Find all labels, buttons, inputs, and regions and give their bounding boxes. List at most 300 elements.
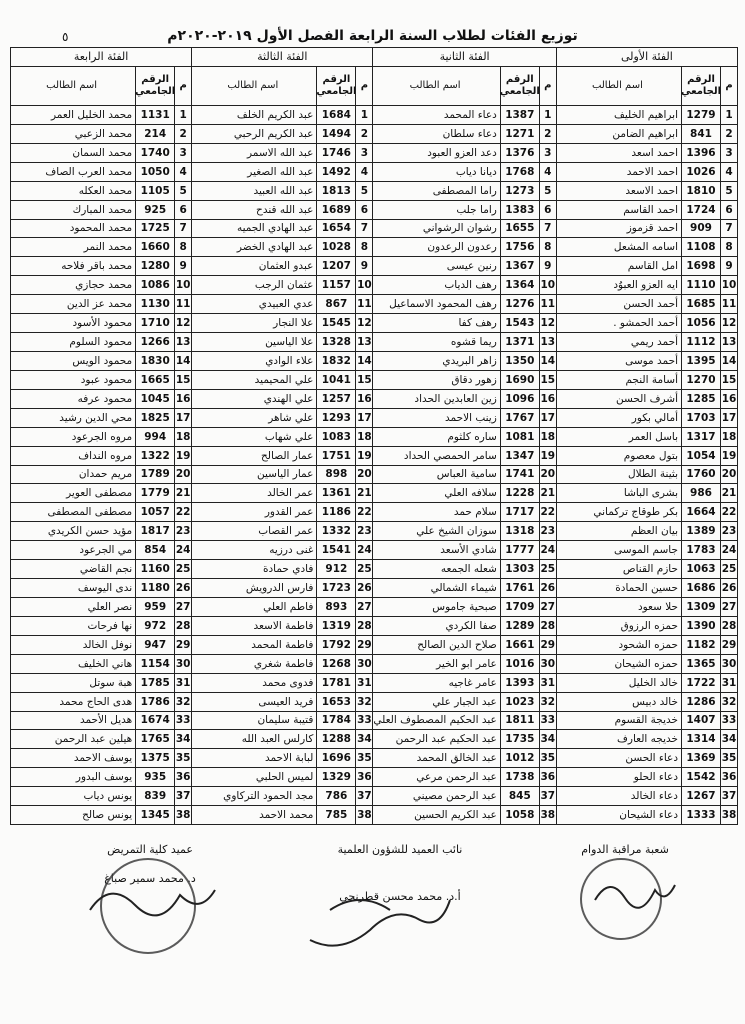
- student-name-cell: حسين الحمادة: [615, 582, 678, 594]
- table-row: [11, 484, 191, 503]
- university-number-cell: 925: [135, 201, 174, 219]
- serial-cell: 34: [539, 730, 556, 748]
- serial-cell: 1: [720, 106, 737, 124]
- table-row: [557, 712, 737, 731]
- signature-title-vice-dean: نائب العميد للشؤون العلمية: [337, 843, 463, 856]
- student-name-cell: فارس الدرويش: [245, 582, 314, 594]
- student-name-cell: أحمد الحمشو .: [613, 317, 678, 330]
- table-row: [192, 371, 372, 390]
- university-number-cell: 1057: [135, 503, 174, 521]
- serial-cell: 34: [355, 730, 372, 748]
- header-university-number: الرقم الجامعي: [135, 67, 174, 105]
- table-row: [557, 484, 737, 503]
- student-name-cell: عبد الكريم الخلف: [236, 108, 314, 121]
- student-name-cell: علي المحيميد: [254, 373, 314, 386]
- university-number-cell: 1045: [135, 390, 174, 408]
- university-number-cell: 1317: [681, 428, 720, 446]
- student-name-cell: هيلين عبد الرحمن: [54, 733, 133, 746]
- student-name-cell: يوسف الاحمد: [73, 752, 133, 765]
- table-row: [11, 749, 191, 768]
- serial-cell: 32: [174, 693, 191, 711]
- university-number-cell: 1751: [316, 447, 355, 465]
- student-name-cell: علا الياسين: [265, 336, 314, 349]
- table-row: [373, 295, 555, 314]
- university-number-cell: 1786: [135, 693, 174, 711]
- student-name-cell: قتيبة سليمان: [257, 714, 314, 727]
- student-name-cell: اسامه المشعل: [613, 241, 678, 254]
- serial-cell: 3: [355, 144, 372, 162]
- university-number-cell: 214: [135, 125, 174, 143]
- serial-cell: 25: [174, 560, 191, 578]
- student-name-cell: دعاء الحلو: [633, 771, 678, 784]
- university-number-cell: 1765: [135, 730, 174, 748]
- university-number-cell: 1054: [681, 447, 720, 465]
- table-row: [192, 106, 372, 125]
- student-name-cell: فاطمة الاسعد: [253, 619, 314, 632]
- student-name-cell: زهور دقاق: [451, 373, 497, 386]
- page-mark: ٥: [62, 30, 69, 44]
- serial-cell: 17: [355, 409, 372, 427]
- table-row: [557, 447, 737, 466]
- university-number-cell: 986: [681, 484, 720, 502]
- serial-cell: 5: [720, 182, 737, 200]
- university-number-cell: 1058: [500, 806, 539, 824]
- serial-cell: 37: [720, 787, 737, 805]
- student-name-cell: يوسف البدور: [75, 771, 133, 784]
- university-number-cell: 1329: [316, 768, 355, 786]
- table-row: [11, 655, 191, 674]
- serial-cell: 25: [539, 560, 556, 578]
- table-row: [192, 220, 372, 239]
- serial-cell: 24: [174, 541, 191, 559]
- serial-cell: 7: [720, 220, 737, 238]
- student-name-cell: هديل الأحمد: [79, 714, 133, 727]
- student-name-cell: أسامة النجم: [625, 373, 678, 386]
- table-row: [11, 560, 191, 579]
- table-row: [373, 125, 555, 144]
- header-student-name: اسم الطالب: [46, 80, 98, 91]
- university-number-cell: 1407: [681, 712, 720, 730]
- serial-cell: 18: [539, 428, 556, 446]
- serial-cell: 30: [720, 655, 737, 673]
- table-row: [373, 579, 555, 598]
- university-number-cell: 1781: [316, 674, 355, 692]
- university-number-cell: 1664: [681, 503, 720, 521]
- serial-cell: 13: [539, 333, 556, 351]
- table-row: [373, 598, 555, 617]
- university-number-cell: 785: [316, 806, 355, 824]
- student-name-cell: محمد السمان: [72, 146, 133, 159]
- table-row: [192, 390, 372, 409]
- table-row: [557, 655, 737, 674]
- serial-cell: 5: [539, 182, 556, 200]
- table-row: [557, 693, 737, 712]
- serial-cell: 37: [355, 787, 372, 805]
- university-number-cell: 1108: [681, 238, 720, 256]
- university-number-cell: 1131: [135, 106, 174, 124]
- university-number-cell: 1110: [681, 276, 720, 294]
- table-row: [557, 522, 737, 541]
- student-name-cell: أشرف الحسن: [616, 392, 678, 405]
- student-name-cell: فادي حمادة: [262, 563, 314, 576]
- student-name-cell: باسل العمر: [628, 430, 678, 443]
- serial-cell: 6: [539, 201, 556, 219]
- table-row: [557, 428, 737, 447]
- serial-cell: 22: [720, 503, 737, 521]
- serial-cell: 29: [539, 636, 556, 654]
- serial-cell: 19: [355, 447, 372, 465]
- serial-cell: 8: [174, 238, 191, 256]
- student-name-cell: مروه النداف: [78, 449, 133, 462]
- table-row: [557, 466, 737, 485]
- university-number-cell: 841: [681, 125, 720, 143]
- student-name-cell: ديانا دياب: [455, 165, 497, 178]
- serial-cell: 24: [720, 541, 737, 559]
- student-name-cell: عامر غاجيه: [448, 676, 497, 689]
- university-number-cell: 1653: [316, 693, 355, 711]
- serial-cell: 4: [355, 163, 372, 181]
- student-name-cell: احمد اسعد: [631, 146, 678, 159]
- table-row: [557, 579, 737, 598]
- student-name-cell: دعاء الخالد: [630, 790, 678, 803]
- serial-cell: 29: [355, 636, 372, 654]
- university-number-cell: 1345: [135, 806, 174, 824]
- serial-cell: 16: [720, 390, 737, 408]
- university-number-cell: 1228: [500, 484, 539, 502]
- signature-name-dean: د. محمد سمير صباغ: [104, 872, 196, 885]
- table-row: [557, 636, 737, 655]
- serial-cell: 28: [720, 617, 737, 635]
- serial-cell: 22: [174, 503, 191, 521]
- university-number-cell: 1280: [135, 257, 174, 275]
- serial-cell: 1: [539, 106, 556, 124]
- student-name-cell: علاء الوادي: [265, 354, 314, 367]
- university-number-cell: 1789: [135, 466, 174, 484]
- serial-cell: 25: [720, 560, 737, 578]
- student-name-cell: محمد النمر: [83, 241, 133, 254]
- student-name-cell: عمر الخالد: [267, 487, 314, 500]
- serial-cell: 10: [355, 276, 372, 294]
- serial-cell: 12: [720, 314, 737, 332]
- table-row: [11, 730, 191, 749]
- table-row: [192, 768, 372, 787]
- student-name-cell: عدي العبيدي: [258, 298, 314, 311]
- student-name-cell: احمد قزموز: [626, 222, 678, 235]
- serial-cell: 35: [720, 749, 737, 767]
- student-name-cell: خديجه العارف: [616, 733, 678, 746]
- table-row: [11, 144, 191, 163]
- category-fourth: [10, 47, 192, 825]
- university-number-cell: 1154: [135, 655, 174, 673]
- table-row: [11, 466, 191, 485]
- column-header-row: [11, 67, 191, 106]
- university-number-cell: 1709: [500, 598, 539, 616]
- serial-cell: 36: [355, 768, 372, 786]
- student-name-cell: لبابة الاحمد: [264, 752, 314, 765]
- university-number-cell: 1309: [681, 598, 720, 616]
- university-number-cell: 1830: [135, 352, 174, 370]
- table-row: [373, 522, 555, 541]
- table-row: [373, 655, 555, 674]
- table-row: [373, 163, 555, 182]
- university-number-cell: 1494: [316, 125, 355, 143]
- table-row: [192, 314, 372, 333]
- serial-cell: 9: [174, 257, 191, 275]
- table-row: [192, 560, 372, 579]
- university-number-cell: 1665: [135, 371, 174, 389]
- student-name-cell: محمد العكله: [78, 184, 133, 197]
- table-row: [373, 693, 555, 712]
- table-row: [373, 371, 555, 390]
- serial-cell: 18: [720, 428, 737, 446]
- table-row: [373, 768, 555, 787]
- serial-cell: 29: [174, 636, 191, 654]
- table-row: [11, 541, 191, 560]
- serial-cell: 21: [539, 484, 556, 502]
- header-student-name: اسم الطالب: [227, 80, 279, 91]
- serial-cell: 2: [539, 125, 556, 143]
- university-number-cell: 994: [135, 428, 174, 446]
- serial-cell: 33: [174, 712, 191, 730]
- serial-cell: 9: [355, 257, 372, 275]
- university-number-cell: 1387: [500, 106, 539, 124]
- table-row: [373, 238, 555, 257]
- serial-cell: 12: [174, 314, 191, 332]
- university-number-cell: 1654: [316, 220, 355, 238]
- table-row: [557, 503, 737, 522]
- student-name-cell: عمار الياسين: [256, 468, 314, 481]
- table-row: [192, 238, 372, 257]
- university-number-cell: 1279: [681, 106, 720, 124]
- dean-signature: [80, 870, 220, 930]
- university-number-cell: 1322: [135, 447, 174, 465]
- serial-cell: 9: [539, 257, 556, 275]
- student-name-cell: زين العابدين الحداد: [414, 392, 497, 405]
- university-number-cell: 1725: [135, 220, 174, 238]
- student-name-cell: شعله الجمعه: [440, 563, 497, 576]
- table-row: [192, 636, 372, 655]
- serial-cell: 27: [355, 598, 372, 616]
- student-name-cell: بتول معصوم: [623, 449, 678, 462]
- category-title: الفئة الثانية: [373, 48, 555, 67]
- university-number-cell: 1756: [500, 238, 539, 256]
- university-number-cell: 1112: [681, 333, 720, 351]
- table-row: [557, 257, 737, 276]
- student-name-cell: رهف كفا: [458, 317, 497, 330]
- student-name-cell: رشوان الرشواني: [422, 222, 497, 235]
- student-name-cell: صفا الكردي: [445, 619, 497, 632]
- university-number-cell: 1545: [316, 314, 355, 332]
- university-number-cell: 1105: [135, 182, 174, 200]
- table-row: [557, 333, 737, 352]
- serial-cell: 36: [174, 768, 191, 786]
- serial-cell: 22: [355, 503, 372, 521]
- table-row: [192, 484, 372, 503]
- student-name-cell: محمد باقر فلاحه: [61, 260, 133, 273]
- table-row: [11, 106, 191, 125]
- university-number-cell: 1741: [500, 466, 539, 484]
- university-number-cell: 1738: [500, 768, 539, 786]
- serial-cell: 38: [539, 806, 556, 824]
- serial-cell: 18: [174, 428, 191, 446]
- student-name-cell: نوفل الخالد: [82, 638, 133, 651]
- column-header-row: [373, 67, 555, 106]
- table-row: [192, 730, 372, 749]
- table-row: [373, 484, 555, 503]
- student-name-cell: صبحية جاموس: [432, 600, 497, 613]
- table-row: [373, 106, 555, 125]
- table-row: [557, 617, 737, 636]
- student-name-cell: احمد الاسعد: [625, 184, 678, 197]
- header-university-number: الرقم الجامعي: [681, 67, 720, 105]
- student-name-cell: خديجة القسوم: [614, 714, 678, 727]
- student-name-cell: صلاح الدين الصالح: [417, 638, 497, 651]
- university-number-cell: 1319: [316, 617, 355, 635]
- student-name-cell: بثينة الطلال: [627, 468, 678, 481]
- student-name-cell: حمزه الرزوق: [620, 619, 678, 632]
- table-row: [557, 768, 737, 787]
- serial-cell: 29: [720, 636, 737, 654]
- table-row: [11, 409, 191, 428]
- serial-cell: 28: [355, 617, 372, 635]
- serial-cell: 1: [355, 106, 372, 124]
- table-row: [557, 541, 737, 560]
- table-row: [557, 674, 737, 693]
- university-number-cell: 1810: [681, 182, 720, 200]
- table-row: [373, 220, 555, 239]
- serial-cell: 15: [720, 371, 737, 389]
- student-name-cell: عبد الحكيم المصطوف العلي: [373, 714, 497, 727]
- student-name-cell: عبد الله الصغير: [247, 165, 314, 178]
- serial-cell: 32: [720, 693, 737, 711]
- university-number-cell: 1271: [500, 125, 539, 143]
- serial-cell: 4: [539, 163, 556, 181]
- student-name-cell: حمزه الشحود: [618, 638, 678, 651]
- student-name-cell: أحمد ريمي: [630, 336, 678, 349]
- university-number-cell: 1761: [500, 579, 539, 597]
- serial-cell: 20: [720, 466, 737, 484]
- serial-cell: 16: [174, 390, 191, 408]
- table-row: [11, 428, 191, 447]
- serial-cell: 19: [720, 447, 737, 465]
- table-row: [373, 560, 555, 579]
- student-name-cell: عبدو العثمان: [258, 260, 314, 273]
- student-name-cell: محمد الاحمد: [259, 809, 314, 822]
- student-name-cell: ندى اليوسف: [77, 582, 133, 594]
- student-name-cell: خالد دبيس: [632, 695, 678, 708]
- student-name-cell: احمد الاحمد: [626, 165, 678, 178]
- student-name-cell: سلام حمد: [453, 506, 497, 519]
- university-number-cell: 1825: [135, 409, 174, 427]
- university-number-cell: 898: [316, 466, 355, 484]
- student-name-cell: عبد الهادي الخضر: [236, 241, 314, 254]
- university-number-cell: 1724: [681, 201, 720, 219]
- table-row: [373, 541, 555, 560]
- university-number-cell: 1784: [316, 712, 355, 730]
- student-name-cell: راما جلب: [456, 203, 497, 216]
- header-university-number: الرقم الجامعي: [500, 67, 539, 105]
- table-row: [11, 447, 191, 466]
- category-title: الفئة الأولى: [557, 48, 737, 67]
- university-number-cell: 1268: [316, 655, 355, 673]
- student-name-cell: شادي الأسعد: [440, 544, 497, 557]
- serial-cell: 8: [720, 238, 737, 256]
- table-row: [192, 787, 372, 806]
- table-row: [373, 503, 555, 522]
- table-row: [557, 106, 737, 125]
- student-name-cell: عبد الهادي الجميه: [236, 222, 314, 235]
- table-row: [192, 522, 372, 541]
- table-row: [11, 257, 191, 276]
- table-row: [192, 503, 372, 522]
- student-name-cell: عبد الحكيم عبد الرحمن: [395, 733, 497, 746]
- university-number-cell: 1735: [500, 730, 539, 748]
- student-name-cell: حمزه الشيحان: [614, 657, 678, 670]
- serial-cell: 36: [720, 768, 737, 786]
- signature-block-attendance: [545, 842, 705, 857]
- student-name-cell: كارلس العبد الله: [241, 733, 314, 746]
- serial-cell: 37: [174, 787, 191, 805]
- serial-cell: 6: [720, 201, 737, 219]
- serial-cell: 35: [355, 749, 372, 767]
- university-number-cell: 1364: [500, 276, 539, 294]
- university-number-cell: 1369: [681, 749, 720, 767]
- student-name-cell: بيان العظم: [630, 525, 678, 538]
- table-row: [192, 541, 372, 560]
- university-number-cell: 1023: [500, 693, 539, 711]
- student-name-cell: حازم القناص: [622, 563, 678, 576]
- table-row: [373, 182, 555, 201]
- serial-cell: 20: [539, 466, 556, 484]
- serial-cell: 30: [539, 655, 556, 673]
- student-name-cell: مريم حمدان: [78, 468, 133, 481]
- student-name-cell: عبد الله قندح: [256, 203, 314, 216]
- university-number-cell: 1703: [681, 409, 720, 427]
- serial-cell: 28: [174, 617, 191, 635]
- student-name-cell: محمد حجازي: [75, 279, 133, 292]
- university-number-cell: 1686: [681, 579, 720, 597]
- table-row: [11, 617, 191, 636]
- table-row: [373, 712, 555, 731]
- serial-cell: 33: [355, 712, 372, 730]
- table-row: [192, 806, 372, 824]
- university-number-cell: 1655: [500, 220, 539, 238]
- university-number-cell: 1689: [316, 201, 355, 219]
- table-row: [373, 806, 555, 824]
- table-row: [373, 257, 555, 276]
- university-number-cell: 1293: [316, 409, 355, 427]
- serial-cell: 15: [355, 371, 372, 389]
- serial-cell: 14: [720, 352, 737, 370]
- serial-cell: 35: [174, 749, 191, 767]
- university-number-cell: 839: [135, 787, 174, 805]
- serial-cell: 27: [720, 598, 737, 616]
- table-row: [192, 693, 372, 712]
- table-row: [373, 447, 555, 466]
- table-row: [557, 371, 737, 390]
- student-name-cell: مصطفى العوير: [66, 487, 133, 500]
- table-row: [557, 238, 737, 257]
- university-number-cell: 1273: [500, 182, 539, 200]
- student-name-cell: سوزان الشيخ علي: [416, 525, 497, 538]
- student-name-cell: دعاء المحمد: [443, 108, 497, 121]
- serial-cell: 26: [174, 579, 191, 597]
- university-number-cell: 1314: [681, 730, 720, 748]
- serial-cell: 26: [720, 579, 737, 597]
- student-name-cell: نها فرحات: [87, 619, 133, 632]
- student-name-cell: فدوى محمد: [262, 676, 314, 689]
- university-number-cell: 1267: [681, 787, 720, 805]
